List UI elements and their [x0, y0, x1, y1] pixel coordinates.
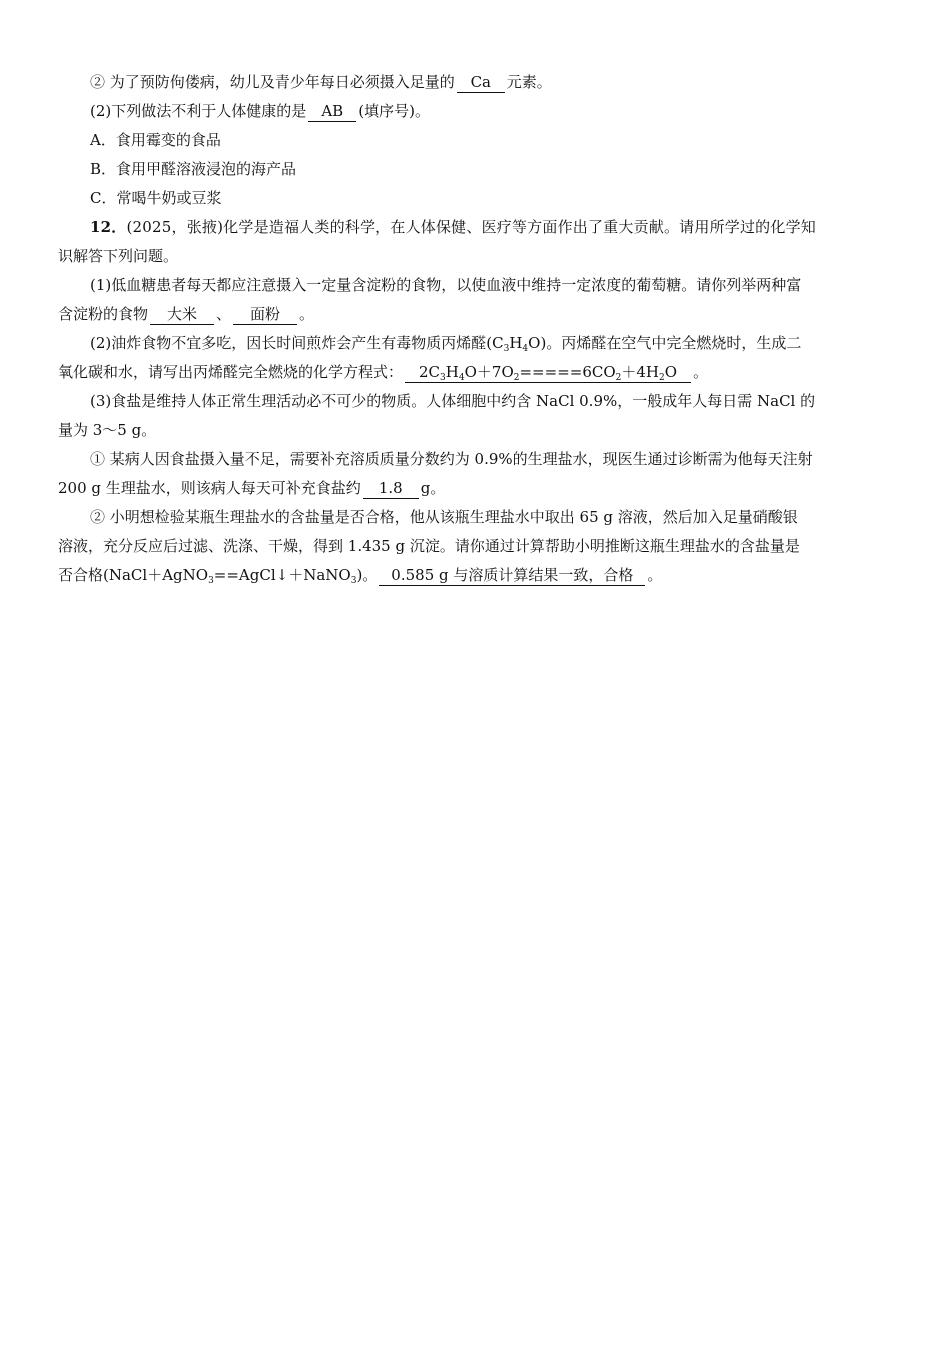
- eq-sub: 4: [458, 373, 465, 383]
- text: O): [528, 334, 547, 352]
- text: (2)下列做法不利于人体健康的是: [90, 102, 307, 120]
- line-calcium: [90, 68, 930, 97]
- answer-blank-salt: 1.8: [363, 478, 419, 499]
- subscript: 4: [522, 344, 529, 354]
- text: g。: [420, 479, 446, 497]
- text: ==AgCl↓＋NaNO: [213, 566, 351, 584]
- text: 。: [647, 566, 663, 584]
- line-q2: [90, 97, 930, 126]
- text: 否合格(NaCl＋AgNO: [58, 566, 209, 584]
- option-a: A．食用霉变的食品: [90, 131, 221, 149]
- part1-line1: (1)低血糖患者每天都应注意摄入一定量含淀粉的食物，以使血液中维持一定浓度的葡萄糖。请你列举两种富: [90, 276, 802, 294]
- eq-sub: 2: [513, 373, 520, 383]
- question-12-line2: 识解答下列问题。: [58, 247, 179, 265]
- text: (填序号)。: [358, 102, 430, 120]
- eq-sub: 2: [659, 373, 665, 383]
- eq-part: O: [664, 363, 678, 381]
- part2-line2: [58, 358, 898, 387]
- text: 。丙烯醛在空气中完全燃烧时，生成二: [546, 334, 802, 352]
- eq-part: =====6CO: [519, 363, 616, 381]
- sub2-line1: ② 小明想检验某瓶生理盐水的含盐量是否合格，他从该瓶生理盐水中取出 65 g 溶液，然后加入足量硝酸银: [90, 508, 798, 526]
- subscript: 3: [503, 344, 510, 354]
- option-c: C．常喝牛奶或豆浆: [90, 189, 222, 207]
- text: 200 g 生理盐水，则该病人每天可补充食盐约: [58, 479, 361, 497]
- part3-line2: 量为 3～5 g。: [58, 421, 157, 439]
- text: 。: [693, 363, 709, 381]
- text: 元素。: [506, 73, 552, 91]
- sub2-line2: 溶液，充分反应后过滤、洗涤、干燥，得到 1.435 g 沉淀。请你通过计算帮助小明推断这瓶生理盐水的含盐量是: [58, 537, 800, 555]
- sub2-line3: [58, 561, 898, 590]
- text: 含淀粉的食物: [58, 305, 149, 323]
- eq-part: ＋4H: [621, 363, 660, 381]
- text: 氧化碳和水，请写出丙烯醛完全燃烧的化学方程式：: [58, 363, 404, 381]
- eq-part: 2C: [419, 363, 441, 381]
- option-b: B．食用甲醛溶液浸泡的海产品: [90, 160, 297, 178]
- text: (2025，张掖)化学是造福人类的科学，在人体保健、医疗等方面作出了重大贡献。请用所学过的化学知: [126, 218, 816, 236]
- sub1-line2: [58, 474, 898, 503]
- eq-sub: 2: [615, 373, 622, 383]
- text: ② 为了预防佝偻病，幼儿及青少年每日必须摄入足量的: [90, 73, 455, 91]
- text: 。: [299, 305, 315, 323]
- answer-blank-ab: AB: [308, 101, 356, 122]
- question-number: 12．: [90, 218, 127, 236]
- sub1-line1: ① 某病人因食盐摄入量不足，需要补充溶质质量分数约为 0.9%的生理盐水，现医生通过诊断需为他每天注射: [90, 450, 813, 468]
- answer-blank-flour: 面粉: [233, 304, 297, 325]
- text: (2)油炸食物不宜多吃，因长时间煎炸会产生有毒物质丙烯醛(C: [90, 334, 504, 352]
- part1-line2: [58, 300, 898, 329]
- question-12-line1: [90, 213, 930, 242]
- text: H: [509, 334, 523, 352]
- subscript: 3: [350, 576, 357, 586]
- answer-blank-rice: 大米: [150, 304, 214, 325]
- answer-blank-equation: [405, 362, 691, 383]
- text: 、: [216, 305, 232, 323]
- text: )。: [356, 566, 378, 584]
- part3-line1: (3)食盐是维持人体正常生理活动必不可少的物质。人体细胞中约含 NaCl 0.9%，一般成年人每日需 NaCl 的: [90, 392, 816, 410]
- answer-blank-ca: Ca: [457, 72, 505, 93]
- eq-part: O＋7O: [464, 363, 514, 381]
- subscript: 3: [208, 576, 214, 586]
- answer-blank-check: 0.585 g 与溶质计算结果一致，合格: [379, 565, 645, 586]
- part2-line1: [90, 329, 930, 358]
- eq-part: H: [445, 363, 459, 381]
- eq-sub: 3: [440, 373, 446, 383]
